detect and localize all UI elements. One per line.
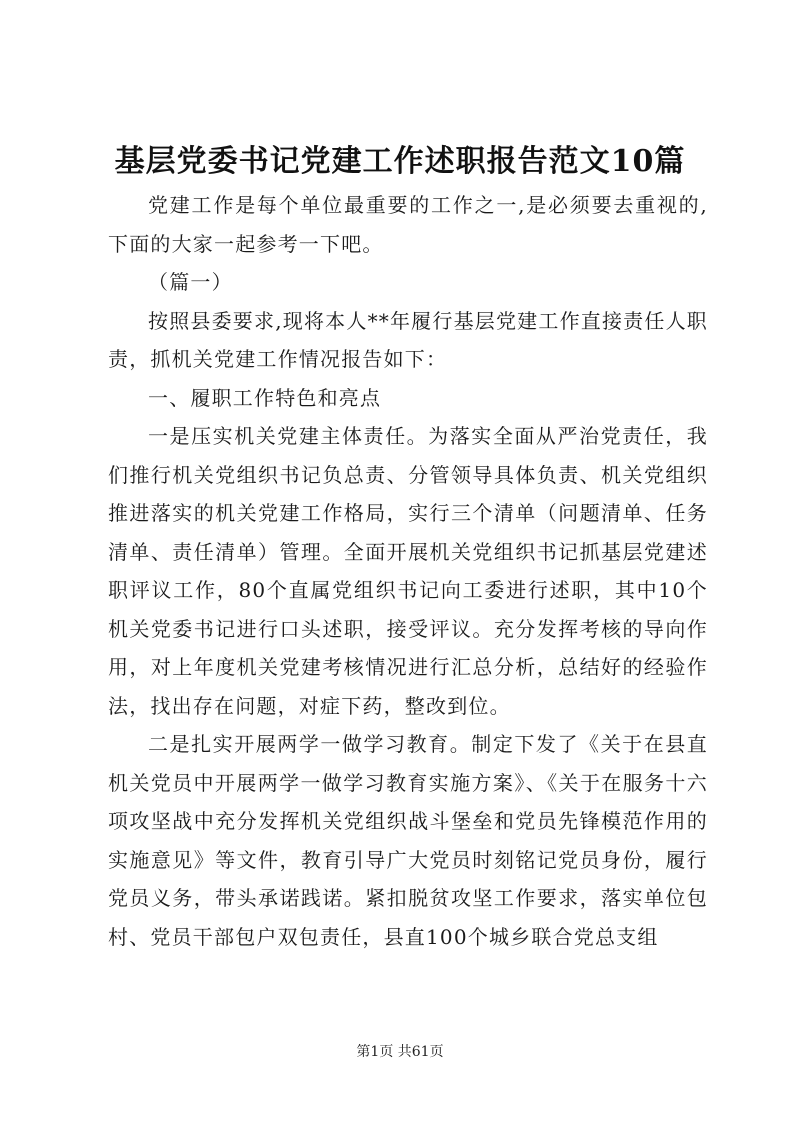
paragraph-report-opening: 按照县委要求,现将本人**年履行基层党建工作直接责任人职责，抓机关党建工作情况报告如下：	[108, 308, 708, 371]
document-title: 基层党委书记党建工作述职报告范文10篇	[114, 144, 686, 179]
paragraph-responsibility: 一是压实机关党建主体责任。为落实全面从严治党责任，我们推行机关党组织书记负总责、分管领导具体负责、机关党组织推进落实的机关党建工作格局，实行三个清单（问题清单、任务清单、责任清单）管理。全面开展机关党组织书记抓基层党建述职评议工作，80个直属党组织书记向工委进行述职，其中10个机关党委书记进行口头述职，接受评议。充分发挥考核的导向作用，对上年度机关党建考核情况进行汇总分析，总结好的经验作法，找出存在问题，对症下药，整改到位。	[108, 424, 708, 718]
paragraph-section-label: （篇一）	[148, 270, 233, 294]
paragraph-heading-highlights: 一、履职工作特色和亮点	[148, 385, 382, 410]
paragraph-study-education: 二是扎实开展两学一做学习教育。制定下发了《关于在县直机关党员中开展两学一做学习教育实施方案》、《关于在服务十六项攻坚战中充分发挥机关党组织战斗堡垒和党员先锋模范作用的实施意见》等文件，教育引导广大党员时刻铭记党员身份，履行党员义务，带头承诺践诺。紧扣脱贫攻坚工作要求，落实单位包村、党员干部包户双包责任，县直100个城乡联合党总支组	[108, 732, 708, 949]
paragraph-intro: 党建工作是每个单位最重要的工作之一,是必须要去重视的,下面的大家一起参考一下吧。	[108, 193, 708, 256]
page-footer: 第1页 共61页	[356, 1044, 444, 1060]
document-body	[108, 186, 708, 956]
